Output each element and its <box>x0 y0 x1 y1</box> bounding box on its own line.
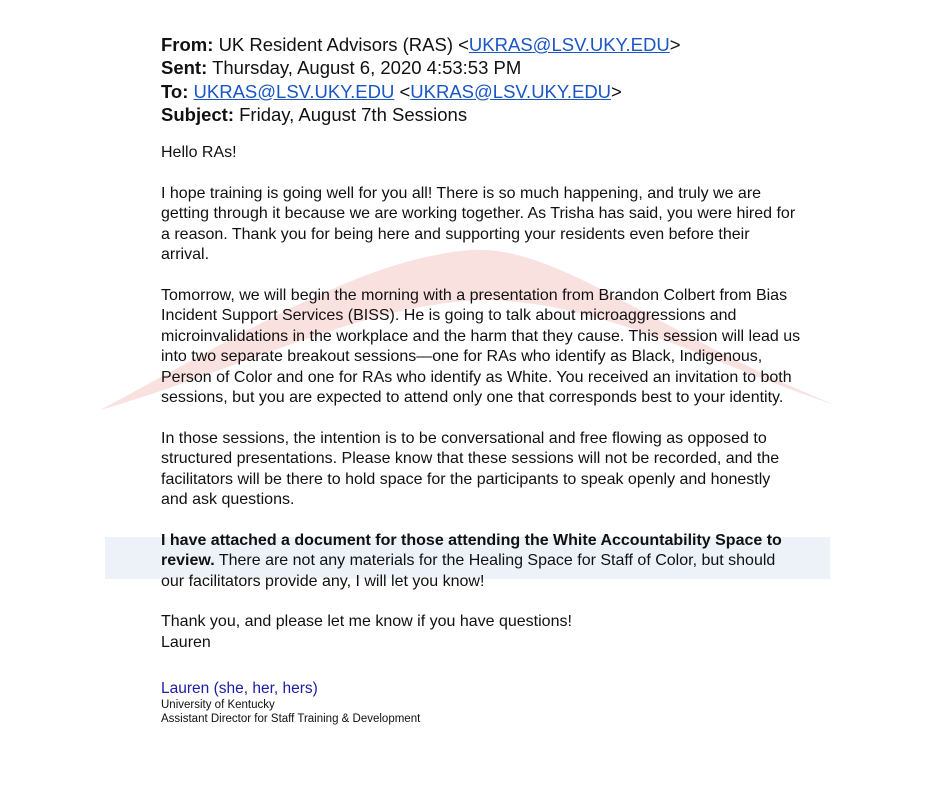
email-header <box>161 33 801 126</box>
paragraph-3: In those sessions, the intention is to be conversational and free flowing as opposed to structured presentations. Please know that these sessions will not be recorded, and the facilitators will be there to hold space for the participants to speak openly and honestly and ask questions. <box>161 429 780 509</box>
signature <box>161 679 801 726</box>
greeting: Hello RAs! <box>161 144 237 162</box>
email-message <box>161 33 801 726</box>
paragraph-2: Tomorrow, we will begin the morning with a presentation from Brandon Colbert from Bias Incident Support Services (BISS). He is going to talk about microaggressions and microinvalidations in the workplace and the harm that they cause. This session will lead us into two separate breakout sessions—one for RAs who identify as Black, Indigenous, Person of Color and one for RAs who identify as White. You received an invitation to both sessions, but you are expected to attend only one that corresponds best to your identity. <box>161 287 801 407</box>
to-email-link[interactable]: UKRAS@LSV.UKY.EDU <box>193 80 395 102</box>
paragraph-1: I hope training is going well for you all! There is so much happening, and truly we are getting through it because we are working together. As Trisha has said, you were hired for a reason. Thank you for being here and supporting your residents even before their arrival. <box>161 184 796 264</box>
from-email-link[interactable]: UKRAS@LSV.UKY.EDU <box>468 34 670 55</box>
signature-name: Lauren (she, her, hers) <box>161 680 318 698</box>
subject-line: Subject: Friday, August 7th Sessions <box>161 103 468 125</box>
signature-title: Assistant Director for Staff Training & Development <box>161 713 421 726</box>
email-body <box>161 143 801 653</box>
paragraph-4: I have attached a document for those attending the White Accountability Space to review. There are not any materials for the Healing Space for Staff of Color, but should our facilitators provide any, I will let you know! <box>161 531 782 590</box>
signature-org: University of Kentucky <box>161 699 275 712</box>
to-email-link-2[interactable]: UKRAS@LSV.UKY.EDU <box>410 80 612 102</box>
closing: Thank you, and please let me know if you have questions! Lauren <box>161 613 572 651</box>
sent-line: Sent: Thursday, August 6, 2020 4:53:53 PM <box>161 57 522 79</box>
from-line: From: UK Resident Advisors (RAS) <UKRAS@LSV.UKY.EDU> <box>161 34 681 55</box>
to-line: To: UKRAS@LSV.UKY.EDU <UKRAS@LSV.UKY.EDU> <box>161 80 622 102</box>
